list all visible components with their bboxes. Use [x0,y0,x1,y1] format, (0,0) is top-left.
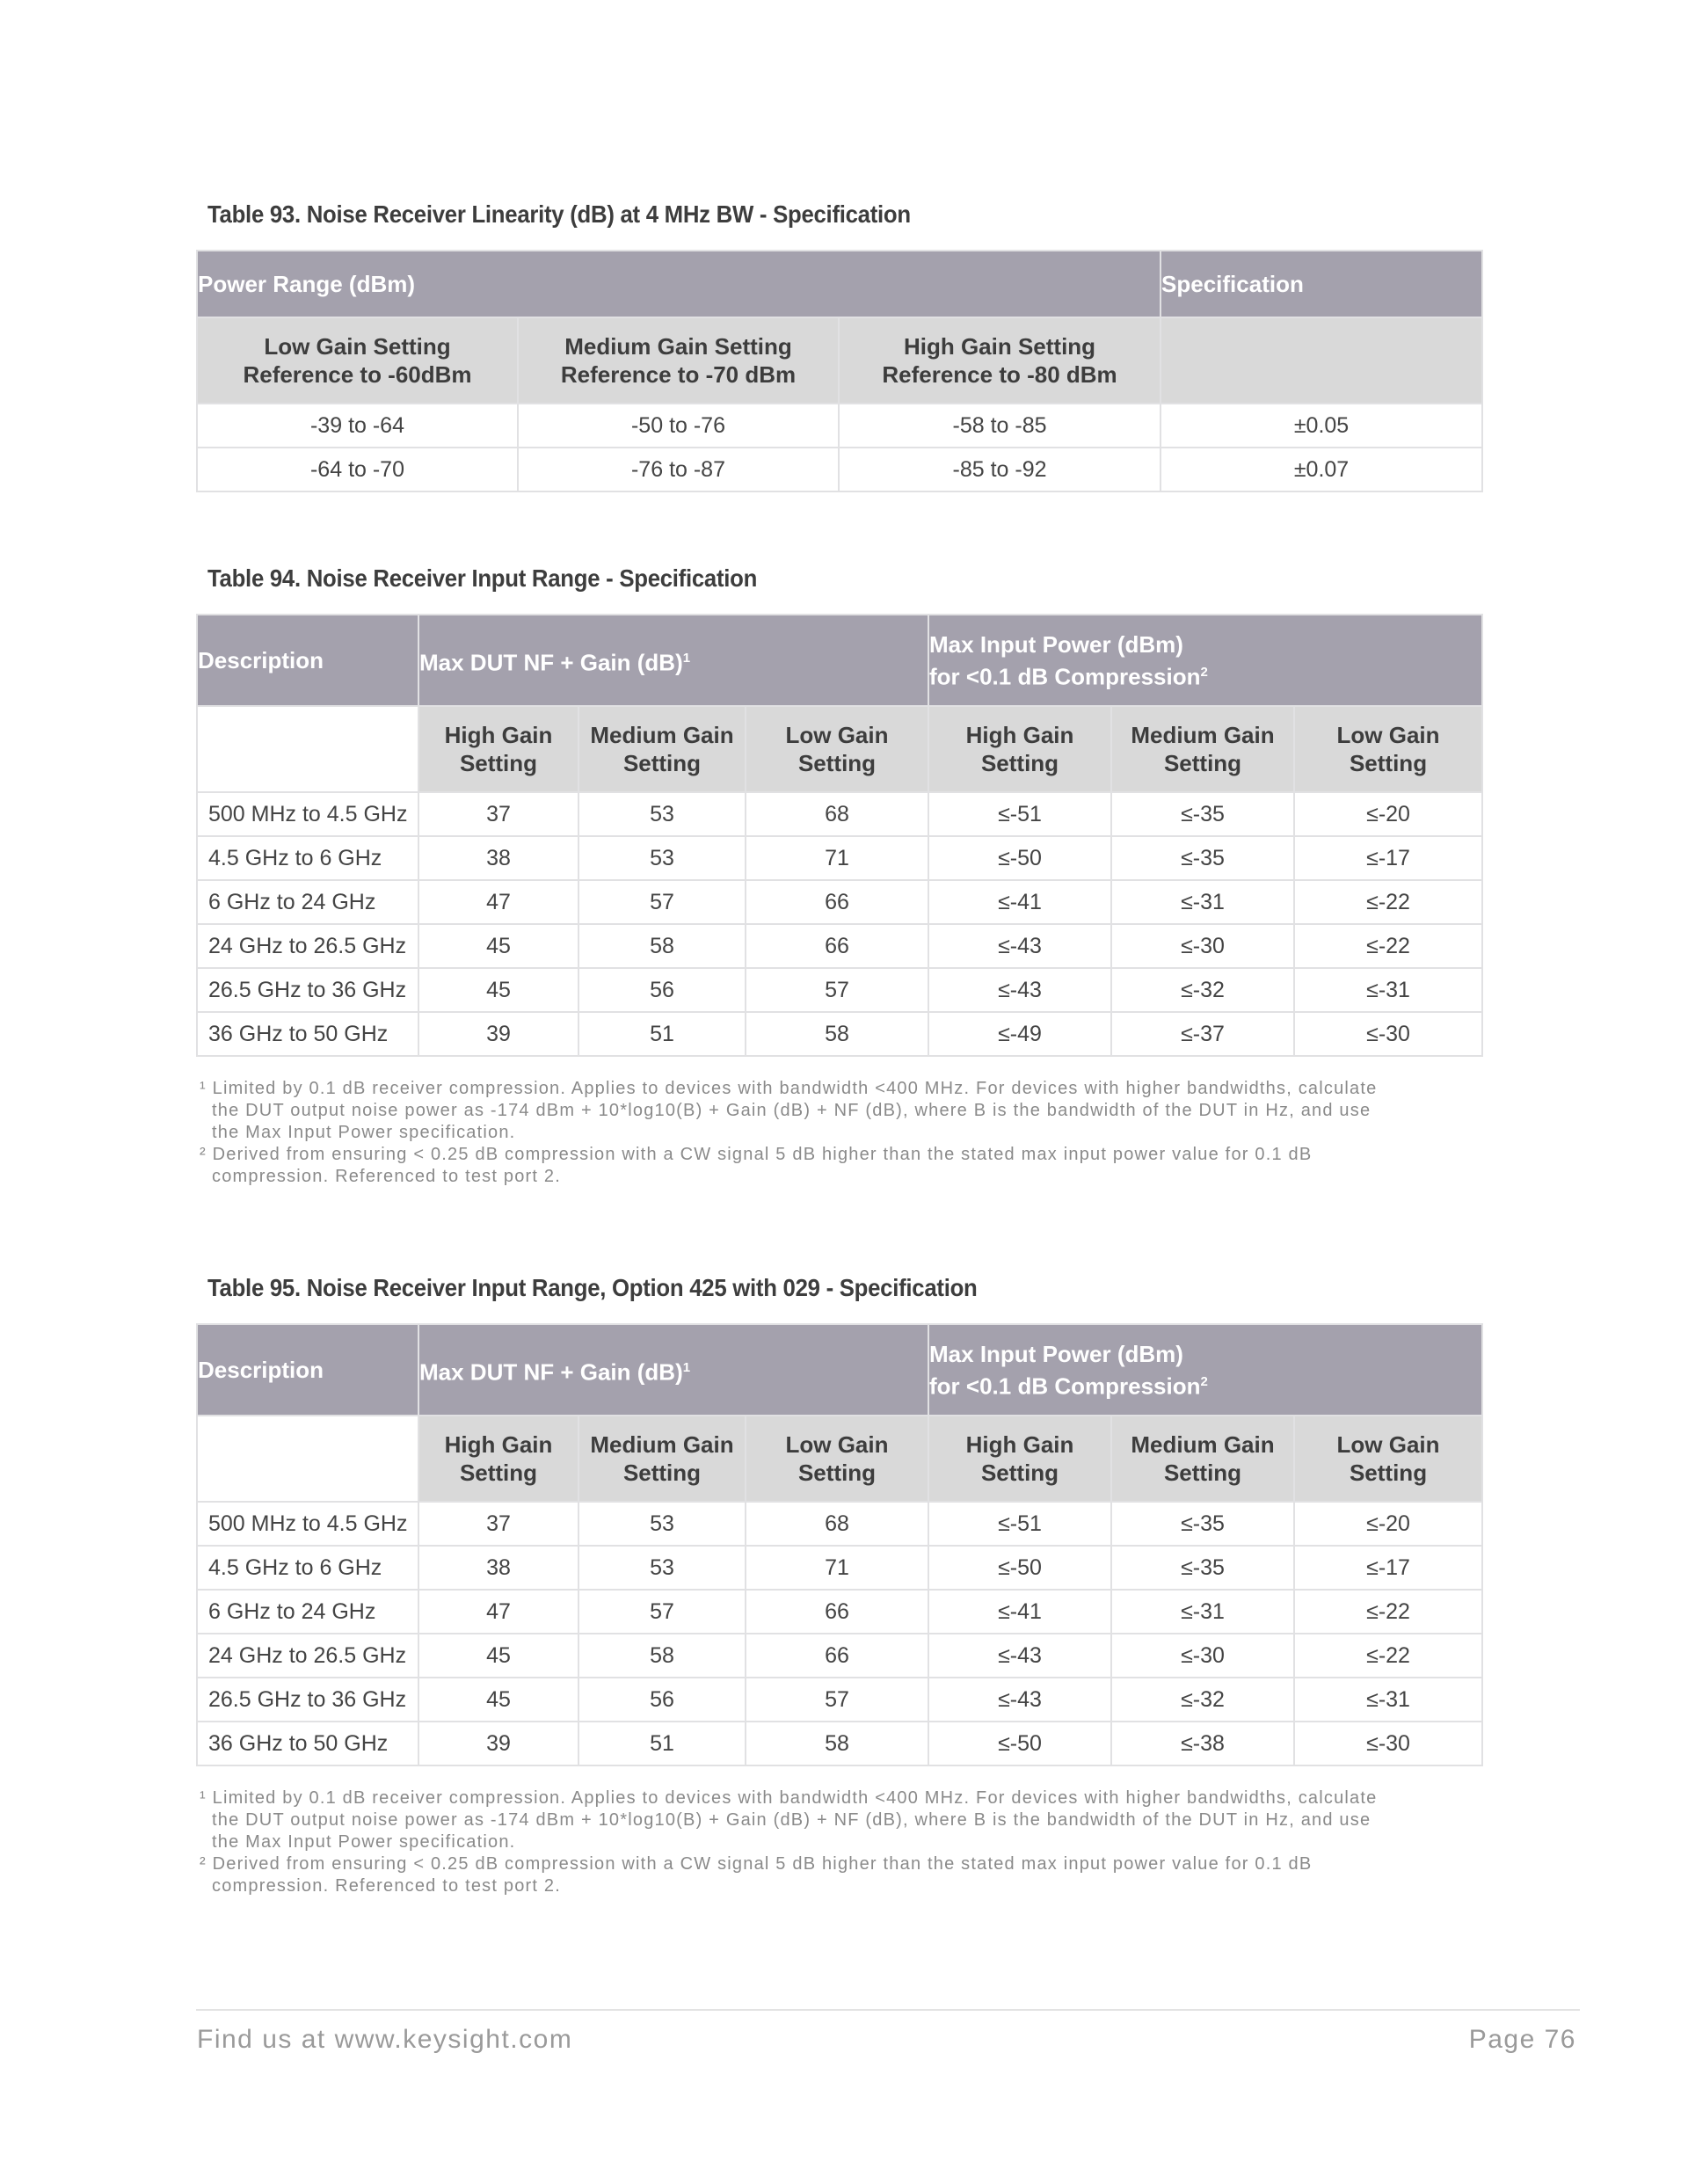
table-cell: 66 [746,1590,928,1634]
header-blank-cell [197,706,418,792]
row-label: 24 GHz to 26.5 GHz [197,1634,418,1678]
table-cell: 57 [746,1678,928,1722]
table-cell: ≤-22 [1294,1590,1482,1634]
table-cell: ≤-30 [1294,1722,1482,1765]
row-label: 4.5 GHz to 6 GHz [197,836,418,880]
table-94-header-row-1 [197,615,1482,706]
row-label: 26.5 GHz to 36 GHz [197,1678,418,1722]
table-cell: 45 [418,924,578,968]
table-cell: ≤-31 [1294,1678,1482,1722]
table-cell: ≤-37 [1111,1012,1294,1056]
header-specification: Specification [1160,251,1482,317]
table-cell: 66 [746,880,928,924]
table-cell: 38 [418,1546,578,1590]
table-cell: 68 [746,1502,928,1546]
table-cell: 71 [746,1546,928,1590]
header-max-dut-nf-gain: Max DUT NF + Gain (dB)$^1$ [418,1324,928,1416]
table-95-section [196,1274,1481,1897]
table-95 [196,1323,1483,1766]
table-93-header-row-2 [197,317,1482,404]
table-row [197,1678,1482,1722]
table-row [197,836,1482,880]
table-cell: ≤-35 [1111,1502,1294,1546]
table-cell: ≤-22 [1294,880,1482,924]
table-cell: ≤-35 [1111,792,1294,836]
table-cell: ≤-31 [1294,968,1482,1012]
page-number: Page 76 [1468,2025,1576,2054]
table-cell: -76 to -87 [518,448,839,491]
table-cell: 51 [578,1012,746,1056]
table-cell: 45 [418,1678,578,1722]
row-label: 24 GHz to 26.5 GHz [197,924,418,968]
table-cell: ≤-43 [928,1634,1111,1678]
table-cell: 39 [418,1722,578,1765]
table-cell: 51 [578,1722,746,1765]
table-row [197,1546,1482,1590]
table-cell: ≤-38 [1111,1722,1294,1765]
table-cell: 68 [746,792,928,836]
table-cell: ≤-30 [1294,1012,1482,1056]
table-row [197,404,1482,448]
table-cell: -50 to -76 [518,404,839,448]
table-94-section [196,564,1481,1188]
table-95-footnotes [200,1787,1481,1897]
table-95-caption: Table 95. Noise Receiver Input Range, Option 425 with 029 - Specification [207,1274,978,1301]
row-label: 500 MHz to 4.5 GHz [197,1502,418,1546]
table-cell: 37 [418,792,578,836]
table-cell: 57 [578,880,746,924]
table-cell: ≤-30 [1111,1634,1294,1678]
header-high-gain-setting: High Gain Setting [418,706,578,792]
row-label: 500 MHz to 4.5 GHz [197,792,418,836]
table-cell: ≤-30 [1111,924,1294,968]
table-row [197,924,1482,968]
header-medium-gain-setting: Medium Gain Setting [578,1416,746,1502]
table-cell: ≤-35 [1111,836,1294,880]
header-low-gain-setting: Low Gain Setting [1294,706,1482,792]
table-95-body [197,1502,1482,1765]
table-row [197,1634,1482,1678]
header-medium-gain-setting: Medium Gain Setting [1111,1416,1294,1502]
header-blank-cell [1160,317,1482,404]
table-row [197,1012,1482,1056]
header-blank-cell [197,1416,418,1502]
table-cell: ≤-43 [928,1678,1111,1722]
table-93-section [196,200,1481,492]
footnote-2: ² Derived from ensuring < 0.25 dB compression with a CW signal 5 dB higher than the stated max input power value for 0.1 dB compression. Referenced to test port 2. [200,1145,1313,1186]
table-cell: 45 [418,968,578,1012]
header-description: Description [197,615,418,706]
table-cell: 39 [418,1012,578,1056]
header-low-gain-setting: Low Gain Setting [746,706,928,792]
header-medium-gain-setting: Medium Gain Setting [578,706,746,792]
table-cell: ≤-35 [1111,1546,1294,1590]
table-row [197,880,1482,924]
table-cell: 53 [578,1502,746,1546]
table-cell: ≤-17 [1294,836,1482,880]
table-cell: 47 [418,1590,578,1634]
table-cell: -39 to -64 [197,404,518,448]
table-cell: 53 [578,1546,746,1590]
header-max-input-power: Max Input Power (dBm) for <0.1 dB Compression$^2$ [928,615,1482,706]
table-cell: 56 [578,968,746,1012]
table-cell: ≤-22 [1294,924,1482,968]
table-cell: ≤-41 [928,880,1111,924]
table-cell: 58 [578,1634,746,1678]
table-cell: ≤-50 [928,836,1111,880]
row-label: 36 GHz to 50 GHz [197,1722,418,1765]
header-high-gain-setting: High Gain Setting [928,1416,1111,1502]
table-93-header-row-1 [197,251,1482,317]
table-cell: 38 [418,836,578,880]
table-cell: ±0.05 [1160,404,1482,448]
table-cell: ≤-50 [928,1722,1111,1765]
table-cell: 37 [418,1502,578,1546]
table-cell: ≤-32 [1111,968,1294,1012]
header-description: Description [197,1324,418,1416]
table-row [197,1502,1482,1546]
table-95-header-row-2 [197,1416,1482,1502]
table-cell: ≤-50 [928,1546,1111,1590]
table-94 [196,614,1483,1057]
header-low-gain-setting: Low Gain Setting [1294,1416,1482,1502]
header-high-gain-setting: High Gain Setting [928,706,1111,792]
table-row [197,968,1482,1012]
table-cell: -64 to -70 [197,448,518,491]
table-94-body [197,792,1482,1056]
table-94-header-row-2 [197,706,1482,792]
header-power-range: Power Range (dBm) [197,251,1160,317]
table-cell: ≤-49 [928,1012,1111,1056]
table-row [197,792,1482,836]
row-label: 36 GHz to 50 GHz [197,1012,418,1056]
table-cell: 53 [578,792,746,836]
table-cell: 58 [746,1722,928,1765]
table-cell: 47 [418,880,578,924]
header-max-dut-nf-gain: Max DUT NF + Gain (dB)$^1$ [418,615,928,706]
header-medium-gain-setting: Medium Gain Setting Reference to -70 dBm [518,317,839,404]
table-row [197,1590,1482,1634]
table-cell: 58 [578,924,746,968]
header-high-gain-setting: High Gain Setting [418,1416,578,1502]
header-high-gain-setting: High Gain Setting Reference to -80 dBm [839,317,1160,404]
table-cell: ≤-43 [928,968,1111,1012]
table-93 [196,250,1483,492]
table-cell: ≤-32 [1111,1678,1294,1722]
table-cell: ±0.07 [1160,448,1482,491]
footnote-2: ² Derived from ensuring < 0.25 dB compression with a CW signal 5 dB higher than the stated max input power value for 0.1 dB compression. Referenced to test port 2. [200,1854,1313,1896]
header-low-gain-setting: Low Gain Setting Reference to -60dBm [197,317,518,404]
table-cell: ≤-51 [928,792,1111,836]
table-cell: 56 [578,1678,746,1722]
table-93-caption: Table 93. Noise Receiver Linearity (dB) at 4 MHz BW - Specification [207,200,911,228]
table-cell: -85 to -92 [839,448,1160,491]
table-cell: ≤-20 [1294,792,1482,836]
footnote-1: ¹ Limited by 0.1 dB receiver compression. Applies to devices with bandwidth <400 MHz. For devices with higher bandwidths, calculate the DUT output noise power as -174 dBm + 10*log10(B) + Gain (dB) + NF (dB), where B is the bandwidth of the DUT in Hz, and use the Max Input Power specification. [200,1788,1378,1852]
header-medium-gain-setting: Medium Gain Setting [1111,706,1294,792]
table-cell: 66 [746,1634,928,1678]
row-label: 4.5 GHz to 6 GHz [197,1546,418,1590]
table-row [197,1722,1482,1765]
table-cell: ≤-41 [928,1590,1111,1634]
table-94-footnotes [200,1078,1481,1188]
table-cell: 71 [746,836,928,880]
table-row [197,448,1482,491]
table-cell: 57 [746,968,928,1012]
table-cell: 58 [746,1012,928,1056]
table-cell: -58 to -85 [839,404,1160,448]
table-cell: ≤-51 [928,1502,1111,1546]
table-cell: ≤-31 [1111,1590,1294,1634]
row-label: 6 GHz to 24 GHz [197,880,418,924]
table-cell: ≤-31 [1111,880,1294,924]
footer-website-link[interactable]: Find us at www.keysight.com [197,2025,573,2054]
header-low-gain-setting: Low Gain Setting [746,1416,928,1502]
table-cell: 53 [578,836,746,880]
table-cell: ≤-43 [928,924,1111,968]
table-cell: 45 [418,1634,578,1678]
table-95-header-row-1 [197,1324,1482,1416]
table-cell: 57 [578,1590,746,1634]
header-max-input-power: Max Input Power (dBm) for <0.1 dB Compression$^2$ [928,1324,1482,1416]
footer-divider [196,2009,1580,2011]
row-label: 26.5 GHz to 36 GHz [197,968,418,1012]
table-94-caption: Table 94. Noise Receiver Input Range - Specification [207,564,758,592]
footnote-1: ¹ Limited by 0.1 dB receiver compression. Applies to devices with bandwidth <400 MHz. For devices with higher bandwidths, calculate the DUT output noise power as -174 dBm + 10*log10(B) + Gain (dB) + NF (dB), where B is the bandwidth of the DUT in Hz, and use the Max Input Power specification. [200,1079,1378,1142]
row-label: 6 GHz to 24 GHz [197,1590,418,1634]
table-cell: 66 [746,924,928,968]
table-cell: ≤-17 [1294,1546,1482,1590]
table-cell: ≤-22 [1294,1634,1482,1678]
table-cell: ≤-20 [1294,1502,1482,1546]
